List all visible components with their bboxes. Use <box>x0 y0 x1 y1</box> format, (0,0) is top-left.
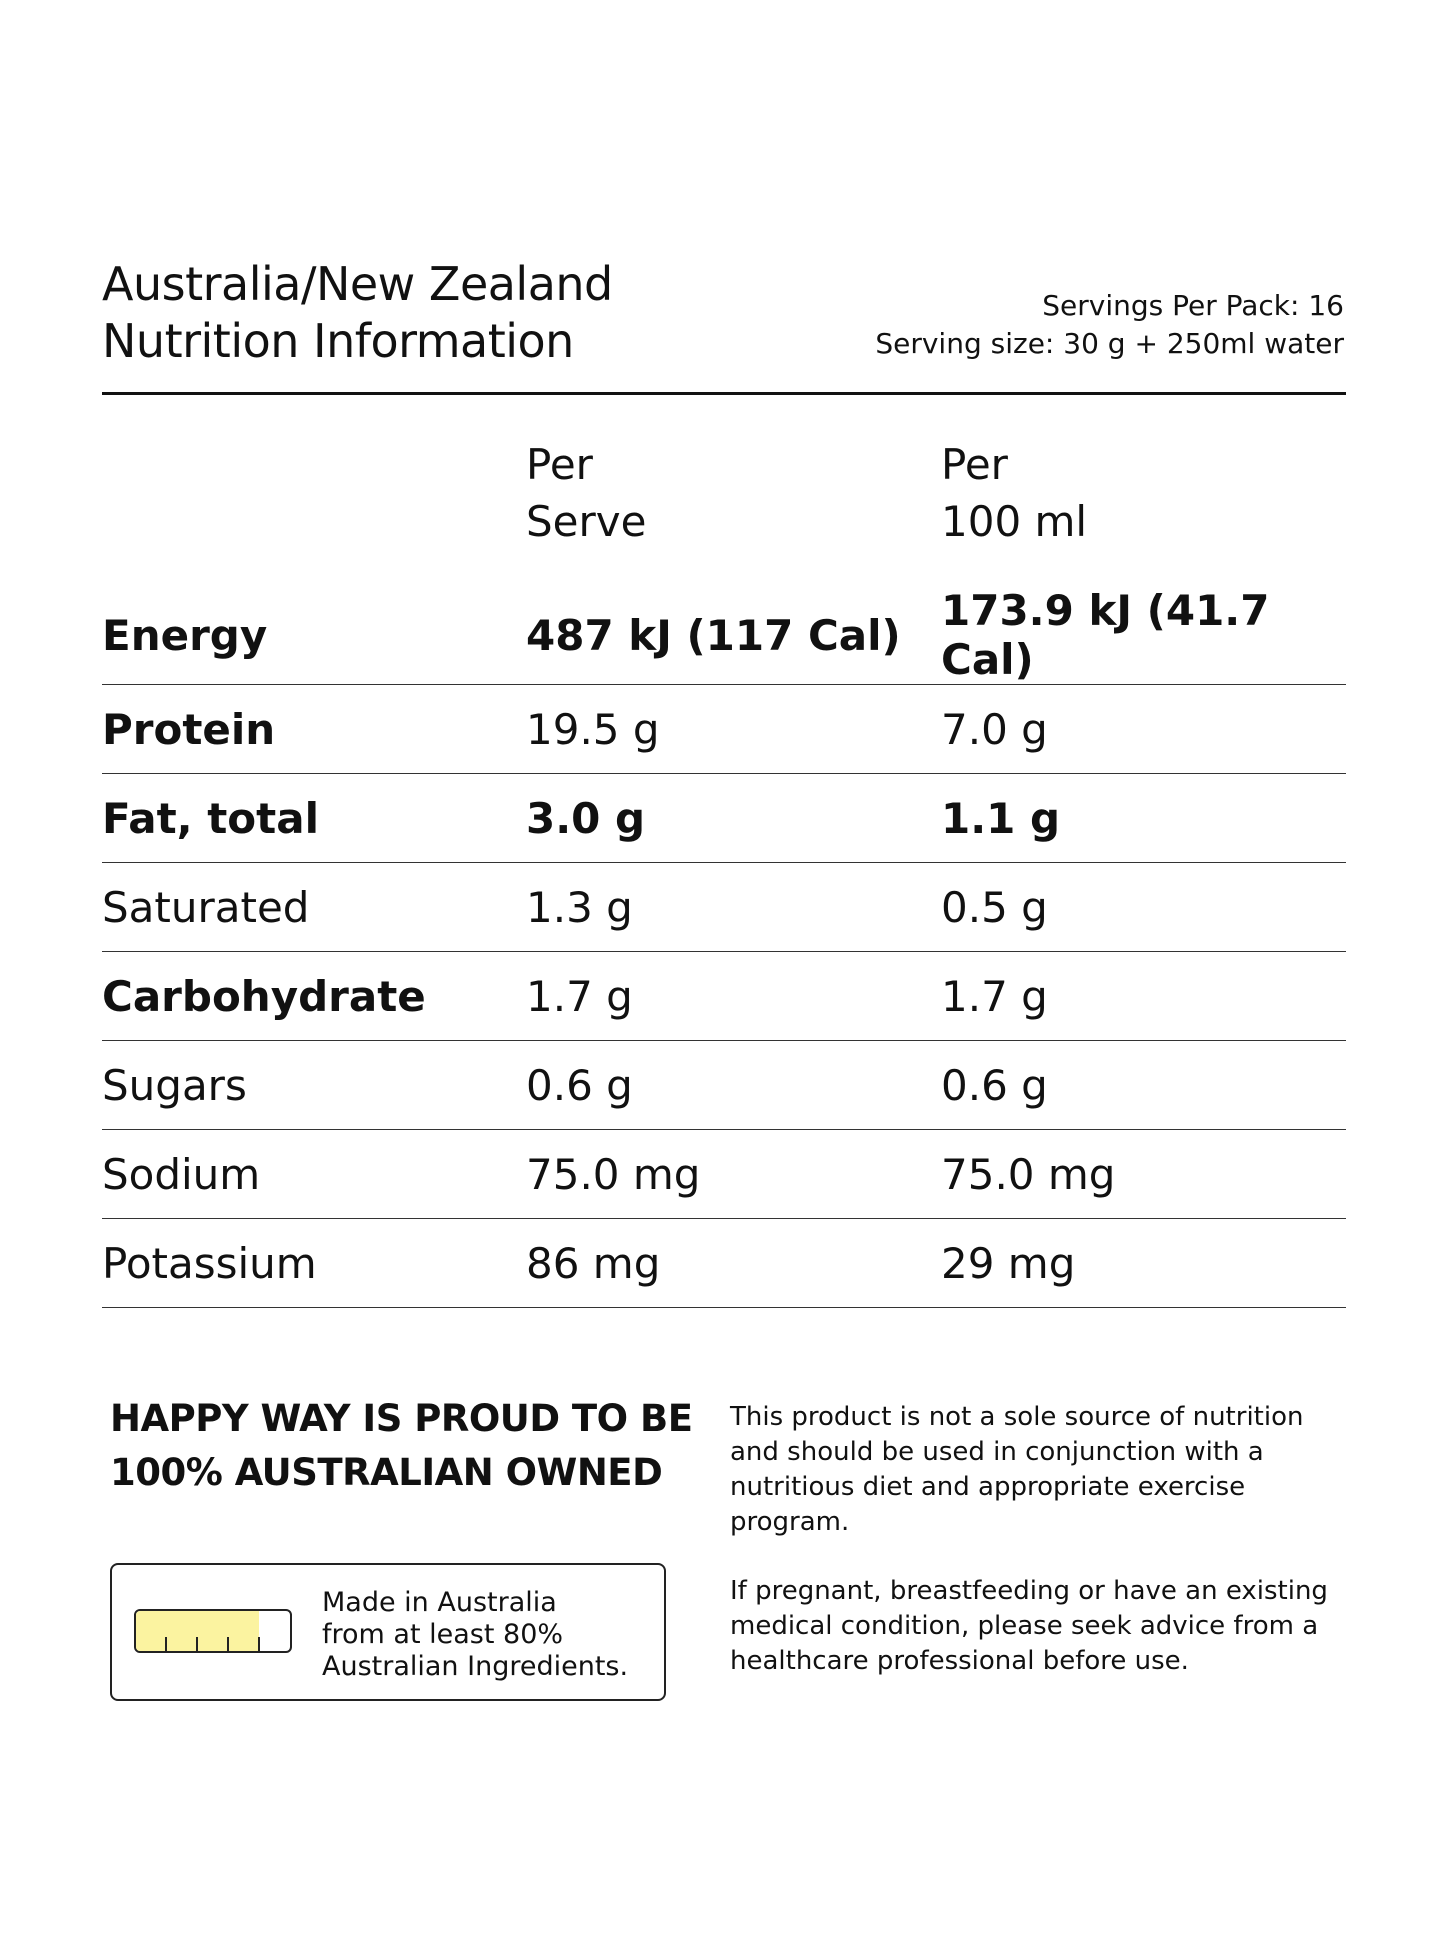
nutrient-name: Protein <box>102 685 526 774</box>
australian-owned-statement <box>110 1392 692 1500</box>
per-serve-value: 1.3 g <box>526 863 941 952</box>
column-header-line: Per <box>526 440 593 489</box>
nutrient-name: Saturated <box>102 863 526 952</box>
header-divider <box>102 392 1346 395</box>
ingredient-percentage-bar-icon <box>134 1609 292 1653</box>
disclaimer <box>730 1400 1350 1713</box>
made-in-australia-text <box>322 1587 628 1683</box>
nutrient-name: Potassium <box>102 1219 526 1308</box>
per-100ml-value: 29 mg <box>941 1219 1346 1308</box>
per-serve-value: 3.0 g <box>526 774 941 863</box>
table-row-sodium <box>102 1130 1346 1219</box>
per-serve-value: 86 mg <box>526 1219 941 1308</box>
nutrient-name: Sugars <box>102 1041 526 1130</box>
per-100ml-value: 75.0 mg <box>941 1130 1346 1219</box>
per-100ml-value: 173.9 kJ (41.7 Cal) <box>941 586 1346 685</box>
made-line: Made in Australia <box>322 1587 557 1618</box>
per-serve-value: 487 kJ (117 Cal) <box>526 586 941 685</box>
bar-tick <box>227 1637 229 1651</box>
per-100ml-value: 0.6 g <box>941 1041 1346 1130</box>
made-line: Australian Ingredients. <box>322 1651 629 1682</box>
title-line-region: Australia/New Zealand <box>102 257 613 311</box>
disclaimer-paragraph: If pregnant, breastfeeding or have an existing medical condition, please seek advice from a healthcare professional before use. <box>730 1576 1328 1676</box>
nutrition-table <box>102 586 1346 1308</box>
made-line: from at least 80% <box>322 1619 564 1650</box>
table-row-fat-total <box>102 774 1346 863</box>
table-row-energy <box>102 586 1346 685</box>
nutrient-name: Energy <box>102 586 526 685</box>
bar-tick <box>165 1637 167 1651</box>
per-serve-value: 0.6 g <box>526 1041 941 1130</box>
title-line-heading: Nutrition Information <box>102 314 574 368</box>
per-serve-value: 19.5 g <box>526 685 941 774</box>
statement-line: HAPPY WAY IS PROUD TO BE <box>110 1397 693 1440</box>
column-header-line: Serve <box>526 497 647 546</box>
per-100ml-value: 1.7 g <box>941 952 1346 1041</box>
bar-tick <box>258 1637 260 1651</box>
nutrition-title <box>102 256 613 370</box>
per-100ml-value: 7.0 g <box>941 685 1346 774</box>
nutrient-name: Carbohydrate <box>102 952 526 1041</box>
column-header-per-serve <box>526 436 646 550</box>
per-serve-value: 75.0 mg <box>526 1130 941 1219</box>
table-row-protein <box>102 685 1346 774</box>
per-100ml-value: 1.1 g <box>941 774 1346 863</box>
bar-tick <box>196 1637 198 1651</box>
column-header-line: Per <box>941 440 1008 489</box>
serving-size: Serving size: 30 g + 250ml water <box>875 327 1344 360</box>
table-row-carbohydrate <box>102 952 1346 1041</box>
servings-info <box>875 287 1344 363</box>
table-row-sugars <box>102 1041 1346 1130</box>
table-row-saturated <box>102 863 1346 952</box>
table-row-potassium <box>102 1219 1346 1308</box>
per-serve-value: 1.7 g <box>526 952 941 1041</box>
made-in-australia-label <box>110 1563 666 1701</box>
disclaimer-paragraph: This product is not a sole source of nutrition and should be used in conjunction with a nutritious diet and appropriate exercise program. <box>730 1402 1304 1537</box>
nutrient-name: Sodium <box>102 1130 526 1219</box>
column-header-per-100ml <box>941 436 1087 550</box>
statement-line: 100% AUSTRALIAN OWNED <box>110 1451 663 1494</box>
servings-per-pack: Servings Per Pack: 16 <box>1042 289 1344 322</box>
nutrient-name: Fat, total <box>102 774 526 863</box>
column-header-line: 100 ml <box>941 497 1088 546</box>
per-100ml-value: 0.5 g <box>941 863 1346 952</box>
